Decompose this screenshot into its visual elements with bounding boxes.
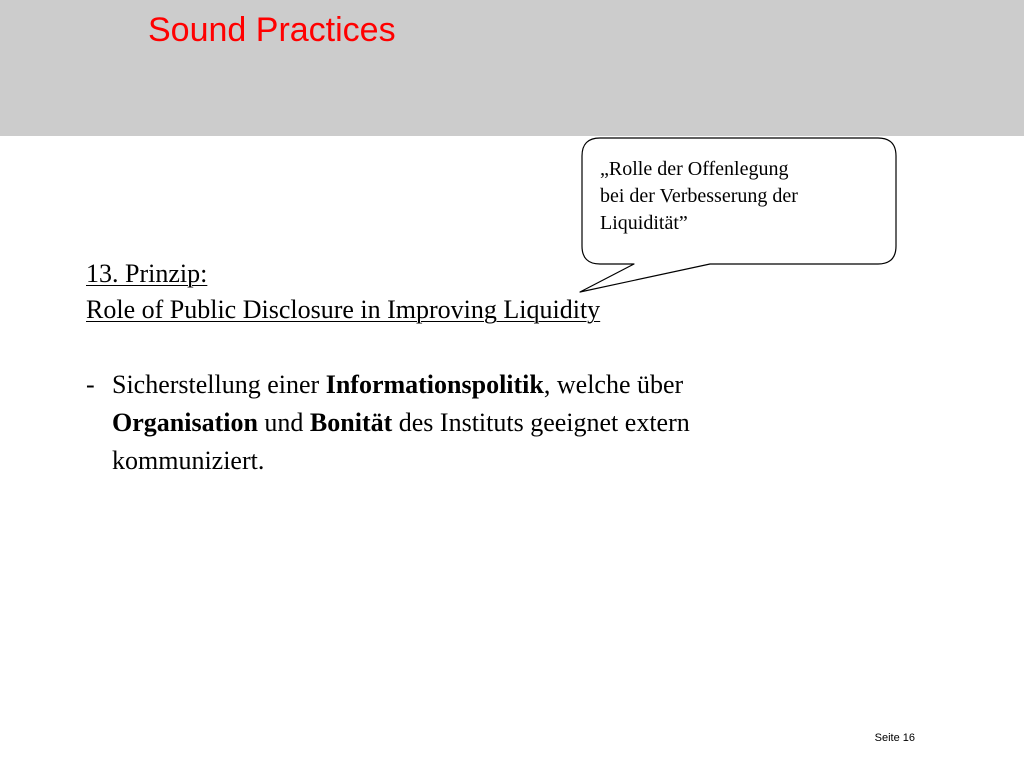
bullet-line bbox=[112, 404, 882, 442]
bullet-bold-term: Organisation bbox=[112, 408, 258, 437]
callout-line: Liquidität” bbox=[600, 212, 688, 234]
bullet-marker: - bbox=[86, 370, 95, 399]
slide-title: Sound Practices bbox=[148, 11, 396, 49]
bullet-text-run: kommuniziert. bbox=[112, 446, 265, 475]
bullet-text-run: , welche über bbox=[543, 370, 684, 399]
bullet-bold-term: Informationspolitik bbox=[325, 370, 544, 399]
page-number: Seite 16 bbox=[874, 732, 915, 744]
bullet-bold-term: Bonität bbox=[309, 408, 393, 437]
bullet-text-run: des Instituts geeignet extern bbox=[392, 408, 690, 437]
principle-number: 13. Prinzip: bbox=[86, 259, 208, 288]
principle-title: Role of Public Disclosure in Improving Liquidity bbox=[86, 295, 601, 324]
callout-line: „Rolle der Offenlegung bbox=[600, 158, 789, 180]
bullet-text-run: Sicherstellung einer bbox=[112, 370, 326, 399]
bullet-line bbox=[112, 366, 882, 404]
principle-heading bbox=[86, 256, 886, 328]
bullet-text-run: und bbox=[257, 408, 310, 437]
bullet-text bbox=[112, 366, 882, 480]
bullet-line bbox=[112, 442, 882, 480]
callout-line: bei der Verbesserung der bbox=[600, 185, 798, 207]
callout-text bbox=[600, 156, 890, 237]
